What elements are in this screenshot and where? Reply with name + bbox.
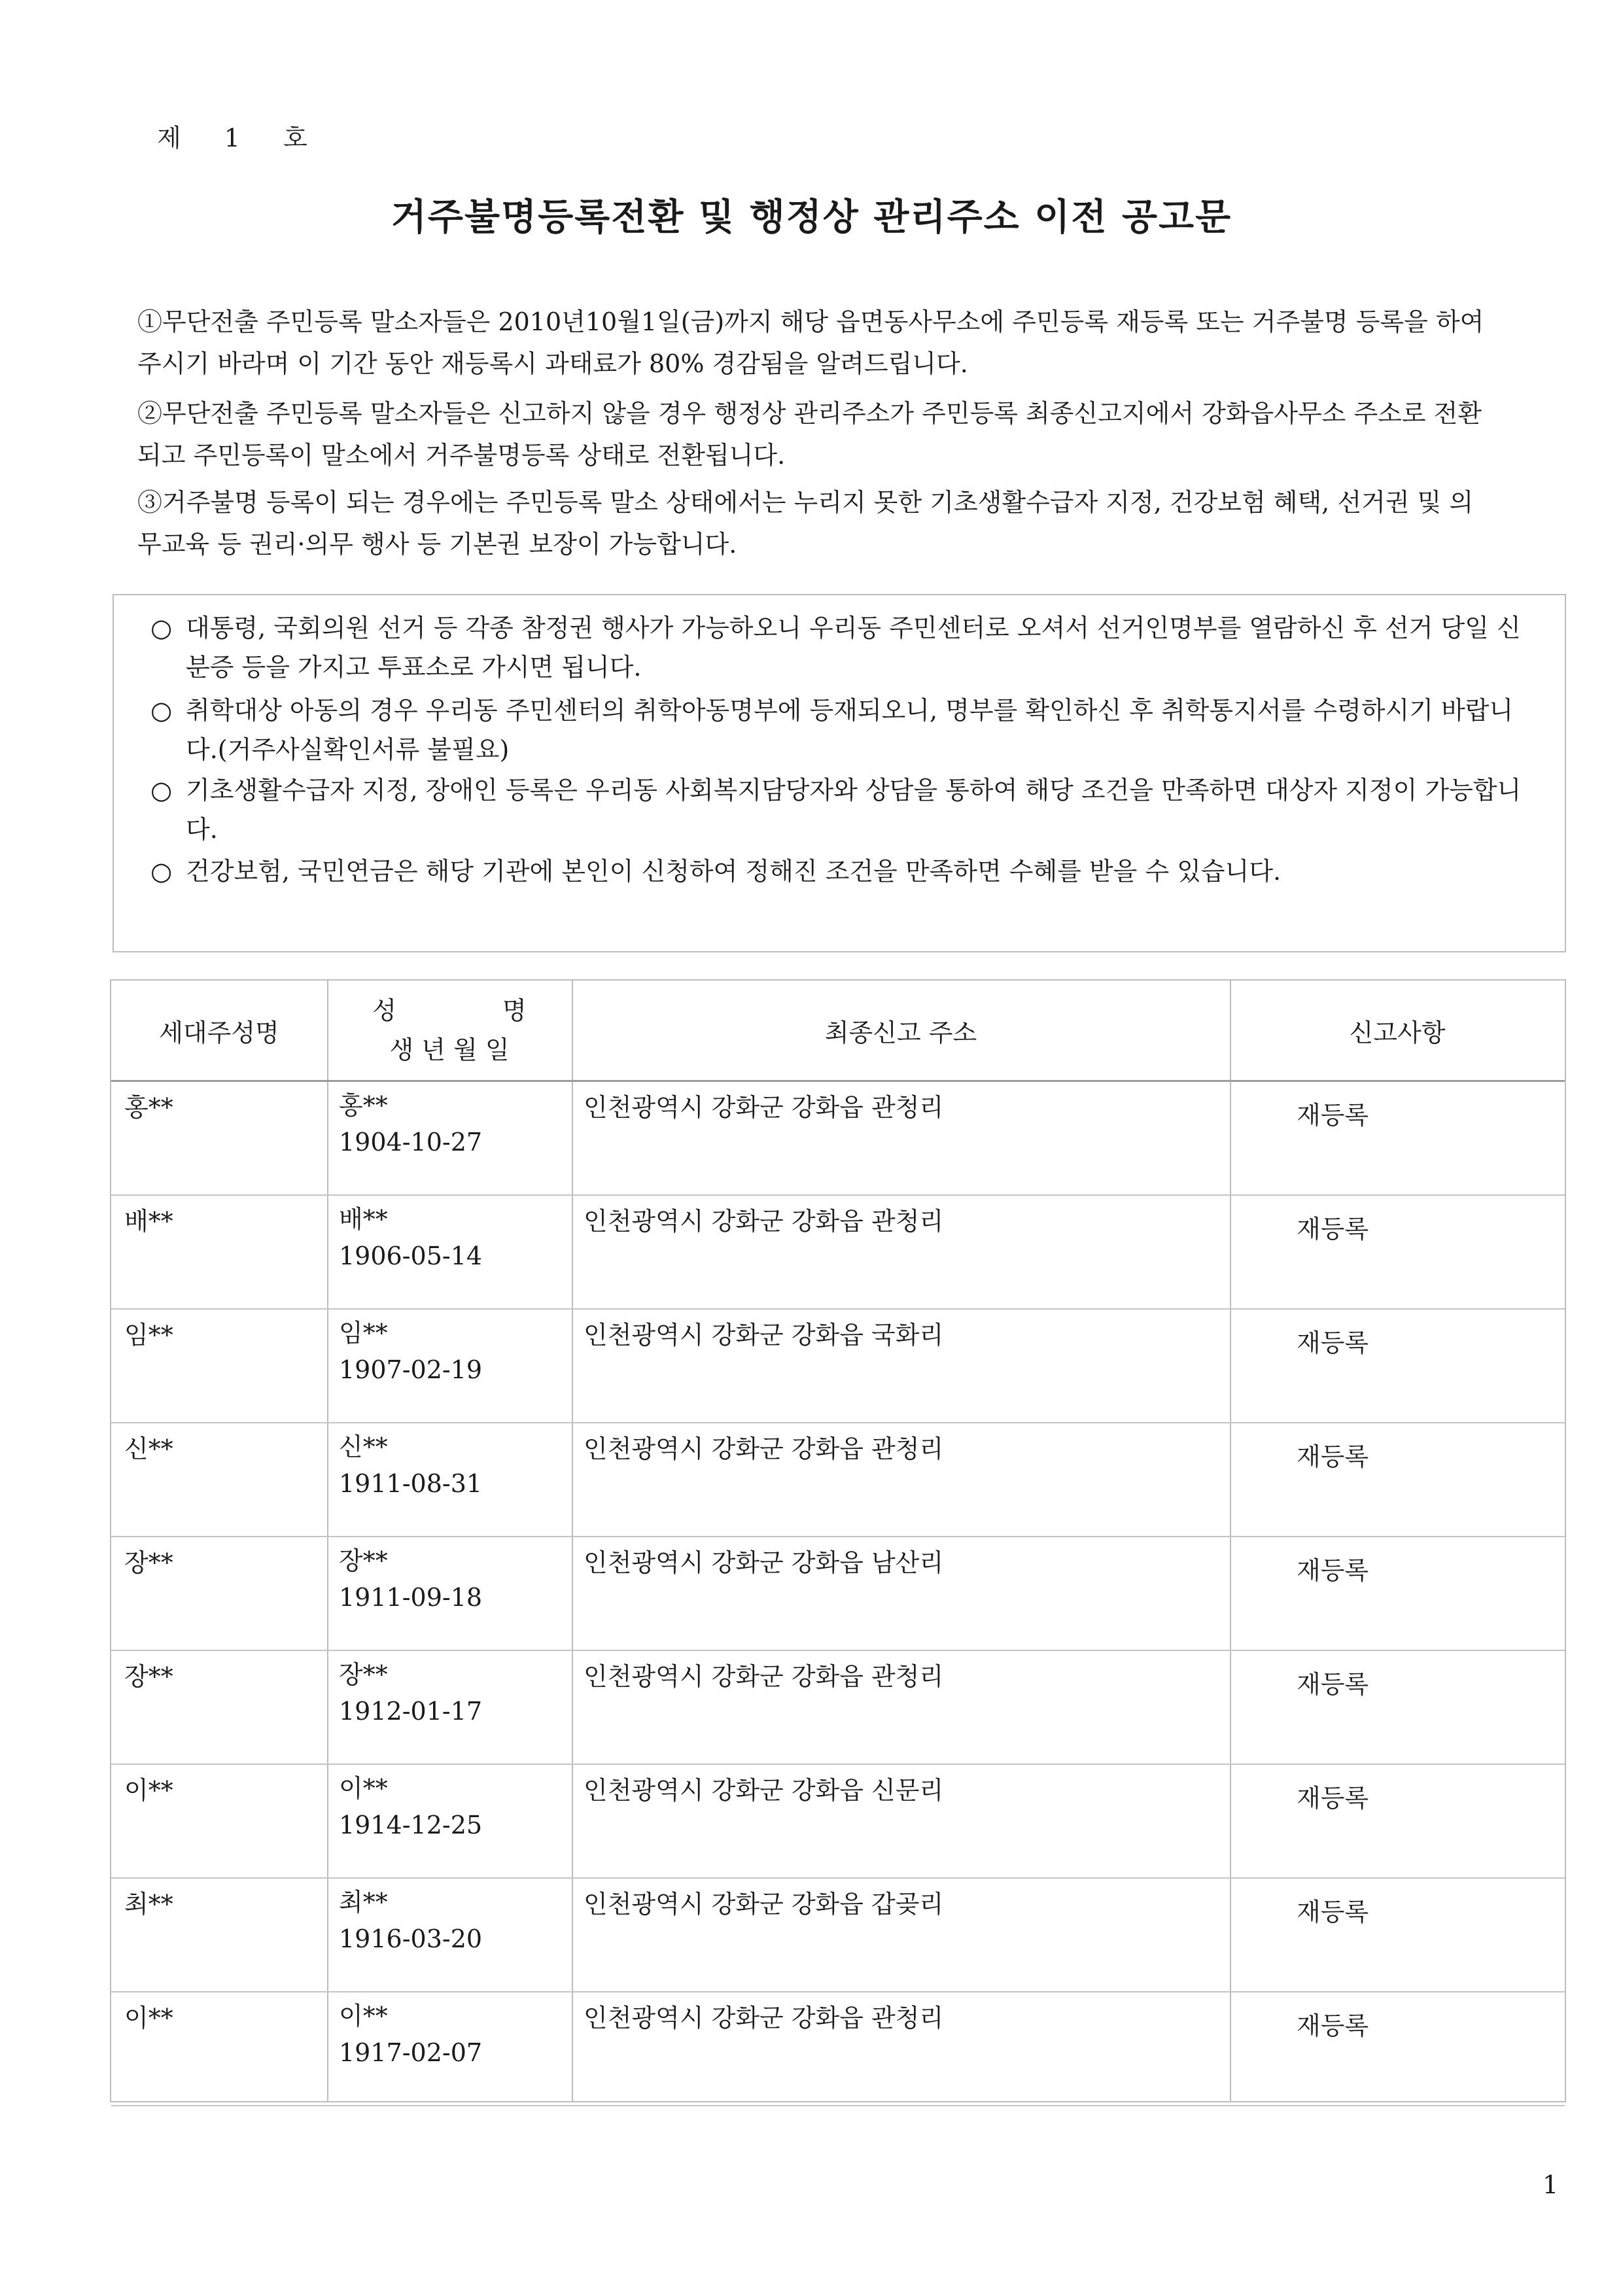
householder-cell: 임**: [124, 1321, 173, 1349]
header-name-label: 성 명: [372, 996, 527, 1025]
table-row: [111, 1537, 1565, 1651]
info-item-text: 대통령, 국회의원 선거 등 각종 참정권 행사가 가능하오니 우리동 주민센터로 오셔서 선거인명부를 열람하신 후 선거 당일 신분증 등을 가지고 투표소로 가시면 됩니다.: [186, 614, 1521, 682]
report-cell: 재등록: [1297, 1215, 1369, 1244]
name-birth-cell: [339, 1884, 482, 1957]
householder-cell: 이**: [124, 2004, 173, 2032]
page-number: 1: [1543, 2170, 1559, 2199]
table-row: [111, 1879, 1565, 1992]
householder-cell: 장**: [124, 1662, 173, 1691]
table-row: [111, 1765, 1565, 1879]
birth-date-text: 1906-05-14: [339, 1242, 483, 1270]
name-birth-cell: [339, 1770, 482, 1843]
circle-bullet-icon: ○: [150, 696, 173, 725]
notice-paragraph-1: ①무단전출 주민등록 말소자들은 2010년10월1일(금)까지 해당 읍면동사무소에 주민등록 재등록 또는 거주불명 등록을 하여 주시기 바라며 이 기간 동안 재등록시 과태료가 80% 경감됨을 알려드립니다.: [137, 307, 1484, 378]
header-birth-label: 생 년 월 일: [389, 1035, 510, 1064]
address-cell: 인천광역시 강화군 강화읍 남산리: [584, 1548, 944, 1577]
report-cell: 재등록: [1297, 1556, 1369, 1585]
address-cell: 인천광역시 강화군 강화읍 관청리: [584, 1207, 944, 1236]
circle-bullet-icon: ○: [150, 857, 173, 886]
header-address-label: 최종신고 주소: [824, 1018, 977, 1047]
householder-cell: 최**: [124, 1890, 173, 1919]
info-item: [150, 852, 1537, 891]
header-report-label: 신고사항: [1349, 1018, 1446, 1047]
address-cell: 인천광역시 강화군 강화읍 신문리: [584, 1776, 944, 1805]
name-text: 임**: [339, 1319, 388, 1348]
document-number: 제 1 호: [157, 124, 309, 152]
name-text: 장**: [339, 1546, 388, 1575]
householder-cell: 신**: [124, 1435, 173, 1463]
info-item: [150, 771, 1537, 849]
roster-table: [110, 979, 1566, 2102]
table-row: [111, 1423, 1565, 1537]
name-birth-cell: [339, 1656, 482, 1730]
name-text: 이**: [339, 2002, 388, 2030]
report-cell: 재등록: [1297, 1329, 1369, 1357]
name-text: 장**: [339, 1660, 388, 1689]
name-text: 홍**: [339, 1091, 388, 1120]
birth-date-text: 1916-03-20: [339, 1924, 483, 1953]
notice-paragraph-2: ②무단전출 주민등록 말소자들은 신고하지 않을 경우 행정상 관리주소가 주민등록 최종신고지에서 강화읍사무소 주소로 전환되고 주민등록이 말소에서 거주불명등록 상태로 전환됩니다.: [137, 399, 1482, 470]
address-cell: 인천광역시 강화군 강화읍 관청리: [584, 1662, 944, 1691]
name-birth-cell: [339, 1429, 482, 1502]
table-row: [111, 1992, 1565, 2106]
name-text: 이**: [339, 1774, 388, 1803]
info-item: [150, 691, 1537, 769]
circle-bullet-icon: ○: [150, 776, 173, 805]
table-row: [111, 1310, 1565, 1423]
address-cell: 인천광역시 강화군 강화읍 관청리: [584, 2004, 944, 2032]
name-birth-cell: [339, 1542, 482, 1616]
report-cell: 재등록: [1297, 1101, 1369, 1130]
name-text: 최**: [339, 1888, 388, 1917]
notice-paragraph-3: ③거주불명 등록이 되는 경우에는 주민등록 말소 상태에서는 누리지 못한 기초생활수급자 지정, 건강보험 혜택, 선거권 및 의무교육 등 권리·의무 행사 등 기본권 보장이 가능합니다.: [137, 488, 1474, 559]
name-text: 신**: [339, 1433, 388, 1461]
name-birth-cell: [339, 1201, 482, 1274]
table-row: [111, 1651, 1565, 1765]
table-row: [111, 1196, 1565, 1310]
header-householder-label: 세대주성명: [159, 1018, 279, 1047]
info-item-text: 건강보험, 국민연금은 해당 기관에 본인이 신청하여 정해진 조건을 만족하면 수혜를 받을 수 있습니다.: [186, 857, 1282, 886]
address-cell: 인천광역시 강화군 강화읍 국화리: [584, 1321, 944, 1349]
table-row: [111, 1082, 1565, 1196]
info-box: [113, 594, 1566, 952]
circle-bullet-icon: ○: [150, 614, 173, 642]
address-cell: 인천광역시 강화군 강화읍 관청리: [584, 1093, 944, 1122]
birth-date-text: 1914-12-25: [339, 1811, 483, 1839]
report-cell: 재등록: [1297, 2011, 1369, 2040]
name-birth-cell: [339, 1998, 482, 2071]
header-address: [572, 981, 1230, 1080]
report-cell: 재등록: [1297, 1784, 1369, 1813]
householder-cell: 홍**: [124, 1093, 173, 1122]
address-cell: 인천광역시 강화군 강화읍 갑곶리: [584, 1890, 944, 1919]
document-title: 거주불명등록전환 및 행정상 관리주소 이전 공고문: [391, 196, 1232, 239]
info-item-text: 취학대상 아동의 경우 우리동 주민센터의 취학아동명부에 등재되오니, 명부를 확인하신 후 취학통지서를 수령하시기 바랍니다.(거주사실확인서류 불필요): [186, 696, 1514, 764]
report-cell: 재등록: [1297, 1898, 1369, 1926]
report-cell: 재등록: [1297, 1442, 1369, 1471]
birth-date-text: 1912-01-17: [339, 1697, 483, 1726]
householder-cell: 장**: [124, 1548, 173, 1577]
birth-date-text: 1911-08-31: [339, 1469, 483, 1498]
header-householder: [111, 981, 327, 1080]
householder-cell: 이**: [124, 1776, 173, 1805]
birth-date-text: 1904-10-27: [339, 1128, 483, 1157]
info-item-text: 기초생활수급자 지정, 장애인 등록은 우리동 사회복지담당자와 상담을 통하여 해당 조건을 만족하면 대상자 지정이 가능합니다.: [186, 776, 1522, 844]
birth-date-text: 1911-09-18: [339, 1583, 483, 1612]
birth-date-text: 1907-02-19: [339, 1355, 483, 1384]
name-text: 배**: [339, 1205, 388, 1234]
birth-date-text: 1917-02-07: [339, 2038, 483, 2067]
name-birth-cell: [339, 1087, 482, 1160]
report-cell: 재등록: [1297, 1670, 1369, 1699]
info-item: [150, 608, 1537, 687]
householder-cell: 배**: [124, 1207, 173, 1236]
header-report: [1230, 981, 1565, 1080]
header-name-birth: [327, 981, 572, 1080]
address-cell: 인천광역시 강화군 강화읍 관청리: [584, 1435, 944, 1463]
name-birth-cell: [339, 1315, 482, 1388]
